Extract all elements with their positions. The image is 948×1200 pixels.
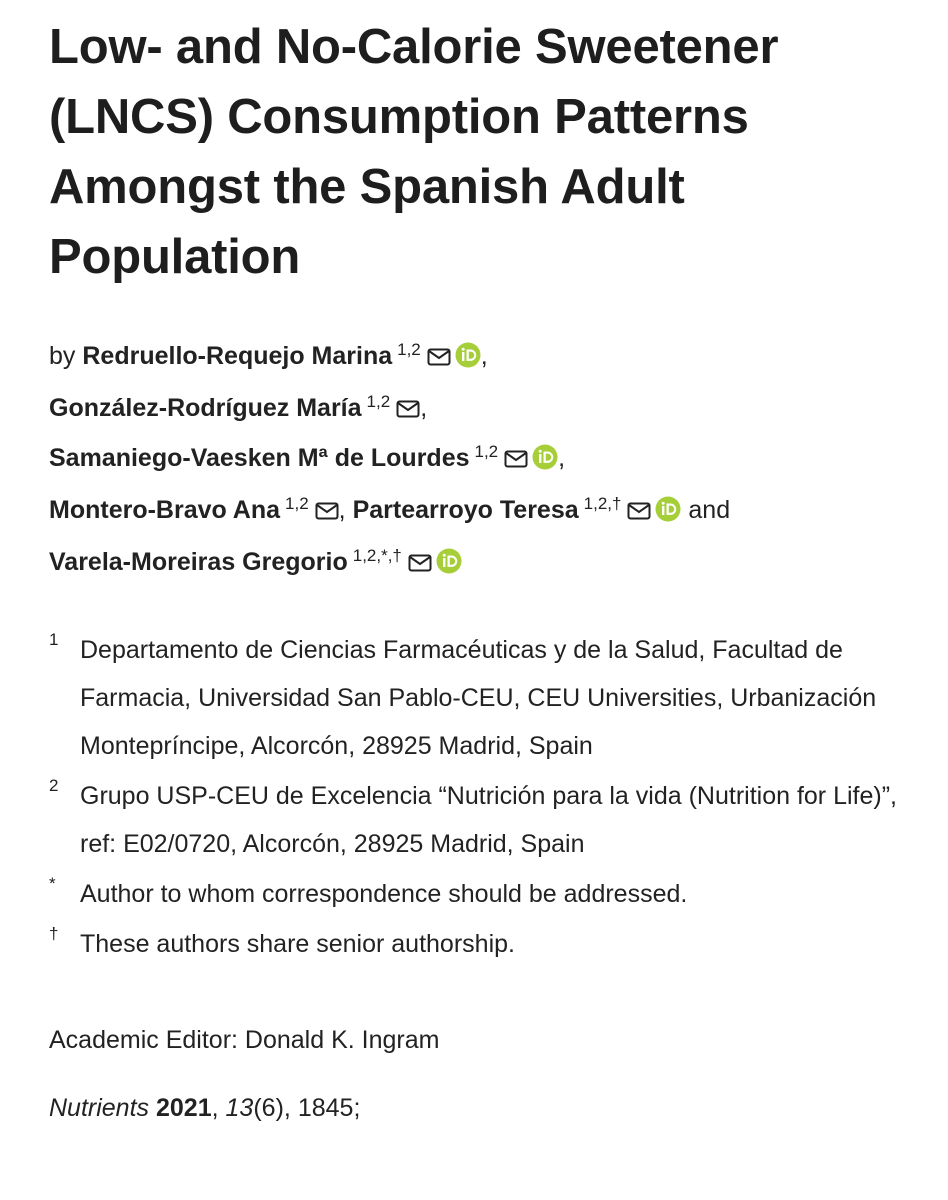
author-affiliation-marks: 1,2,† xyxy=(583,493,622,513)
email-icon[interactable] xyxy=(627,488,651,536)
affiliation-mark: † xyxy=(49,924,59,943)
author-name[interactable]: Varela-Moreiras Gregorio xyxy=(49,548,348,576)
affiliation-item xyxy=(49,626,929,770)
affiliation-mark: 1 xyxy=(49,630,59,649)
author-affiliation-marks: 1,2 xyxy=(366,391,391,411)
author-2: González-Rodríguez María $^{1,2}$ , xyxy=(49,394,427,422)
author-list xyxy=(49,332,929,590)
affiliation-text: Author to whom correspondence should be addressed. xyxy=(80,880,688,908)
citation-journal[interactable]: Nutrients xyxy=(49,1094,150,1122)
affiliation-item xyxy=(49,920,929,968)
email-icon[interactable] xyxy=(408,540,432,588)
affiliation-list xyxy=(49,626,929,968)
author-name[interactable]: Redruello-Requejo Marina xyxy=(82,342,393,370)
author-name[interactable]: Samaniego-Vaesken Mª de Lourdes xyxy=(49,444,470,472)
author-6 xyxy=(49,545,462,576)
citation-issue: (6) xyxy=(253,1094,284,1122)
author-3: Samaniego-Vaesken Mª de Lourdes $^{1,2}$ , xyxy=(49,444,565,472)
email-icon[interactable] xyxy=(315,488,339,536)
article-header xyxy=(49,12,929,1132)
orcid-icon[interactable] xyxy=(655,490,681,538)
author-name[interactable]: Partearroyo Teresa xyxy=(352,496,579,524)
affiliation-item xyxy=(49,870,929,918)
affiliation-mark: 2 xyxy=(49,776,59,795)
academic-editor: Academic Editor: Donald K. Ingram xyxy=(49,1026,440,1054)
citation-pages: 1845 xyxy=(297,1094,354,1122)
and-label: and xyxy=(688,496,731,524)
citation-year: 2021 xyxy=(156,1094,212,1122)
affiliation-text: Departamento de Ciencias Farmacéuticas y de la Salud, Facultad de Farmacia, Universidad San Pablo-CEU, CEU Universities, Urbanización Montepríncipe, Alcorcón, 28925 Madrid, Spain xyxy=(80,636,877,760)
citation: Nutrients 2021, 13(6), 1845; xyxy=(49,1094,361,1122)
citation-trailing: ; xyxy=(353,1094,361,1122)
author-affiliation-marks: 1,2 xyxy=(285,493,309,513)
affiliation-text: These authors share senior authorship. xyxy=(80,930,515,958)
author-4: Montero-Bravo Ana $^{1,2}$ , xyxy=(49,496,353,524)
author-affiliation-marks: 1,2 xyxy=(474,441,499,461)
orcid-icon[interactable] xyxy=(455,336,481,384)
affiliation-item xyxy=(49,772,929,868)
citation-volume: 13 xyxy=(225,1094,254,1122)
by-label: by xyxy=(49,342,76,370)
author-affiliation-marks: 1,2 xyxy=(397,339,421,359)
article-title: Low- and No-Calorie Sweetener (LNCS) Consumption Patterns Amongst the Spanish Adult Population xyxy=(49,20,779,284)
author-1: Redruello-Requejo Marina $^{1,2}$ , xyxy=(82,342,487,370)
email-icon[interactable] xyxy=(427,334,451,382)
affiliation-text: Grupo USP-CEU de Excelencia “Nutrición para la vida (Nutrition for Life)”, ref: E02/0720, Alcorcón, 28925 Madrid, Spain xyxy=(80,782,897,858)
author-name[interactable]: González-Rodríguez María xyxy=(49,394,362,422)
orcid-icon[interactable] xyxy=(436,542,462,590)
author-5 xyxy=(352,493,689,524)
email-icon[interactable] xyxy=(396,386,420,434)
orcid-icon[interactable] xyxy=(532,438,558,486)
author-affiliation-marks: 1,2,*,† xyxy=(352,545,402,565)
author-name[interactable]: Montero-Bravo Ana xyxy=(49,496,281,524)
affiliation-mark: * xyxy=(49,874,56,893)
email-icon[interactable] xyxy=(504,436,528,484)
